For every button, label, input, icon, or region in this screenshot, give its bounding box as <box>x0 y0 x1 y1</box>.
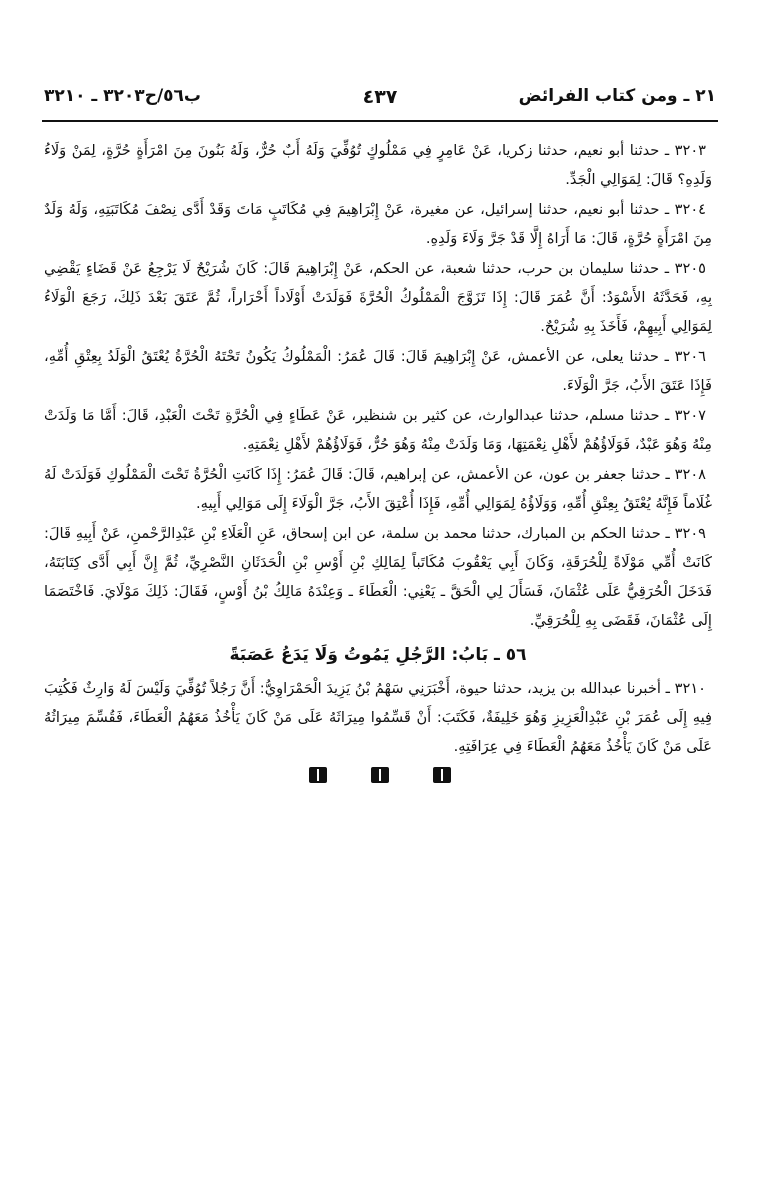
book-ornament-icon <box>309 767 327 783</box>
book-ornament-icon <box>371 767 389 783</box>
section-range: ب٥٦/ح٣٢٠٣ ـ ٣٢١٠ <box>44 86 202 106</box>
running-title: ٢١ ـ ومن كتاب الفرائض <box>518 86 716 106</box>
chapter-title: ٥٦ ـ بَابُ: الرَّجُلِ يَمُوتُ وَلَا يَدَعُ عَصَبَةً <box>229 645 527 665</box>
hadith-3205: ٣٢٠٥ ـ حدثنا سليمان بن حرب، حدثنا شعبة، عن الحكم، عَنْ إِبْرَاهِيمَ قَالَ: كَانَ شُرَيْحٌ لَا يَرْجِعُ عَنْ قَضَاءٍ يَقْضِي بِهِ، فَحَدَّثَهُ الأَسْوَدُ: أَنَّ عُمَرَ قَالَ: إِذَا تَزَوَّجَ الْمَمْلُوكُ الْحُرَّةَ فَوَلَدَتْ أَوْلَاداً أَحْرَاراً، ثُمَّ عَتَقَ بَعْدَ ذَلِكَ، رَجَعَ الْوَلَاءُ لِمَوَالِي أَبِيهِمْ، فَأَخَذَ بِهِ شُرَيْحٌ. <box>44 260 712 335</box>
page-body <box>44 136 712 761</box>
page-number: ٤٣٧ <box>362 86 398 108</box>
hadith-3210: ٣٢١٠ ـ أخبرنا عبدالله بن يزيد، حدثنا حيوة، أَخْبَرَنِي سَهْمُ بْنُ يَزِيدَ الْحَمْرَاوِيُّ: أَنَّ رَجُلاً تُوُفِّيَ وَلَيْسَ لَهُ وَارِثٌ فَكُتِبَ فِيهِ إِلَى عُمَرَ بْنِ عَبْدِالْعَزِيزِ وَهُوَ خَلِيفَةٌ، فَكَتَبَ: أَنْ قَسِّمُوا مِيرَاثَهُ عَلَى مَنْ كَانَ يَأْخُذُ مَعَهُمُ الْعَطَاءَ، فَقُسِّمَ مِيرَاثُهُ عَلَى مَنْ كَانَ يَأْخُذُ مَعَهُمُ الْعَطَاءَ فِي عِرَافَتِهِ. <box>44 680 712 755</box>
hadith-3204: ٣٢٠٤ ـ حدثنا أبو نعيم، حدثنا إسرائيل، عن مغيرة، عَنْ إِبْرَاهِيمَ فِي مُكَاتَبٍ مَاتَ وَقَدْ أَدَّى نِصْفَ مُكَاتَبَتِهِ، وَلَهُ وَلَدٌ مِنَ امْرَأَةٍ حُرَّةٍ، قَالَ: مَا أَرَاهُ إِلَّا قَدْ جَرَّ وَلَاءَ وَلَدِهِ. <box>44 201 712 247</box>
page-header <box>44 86 716 116</box>
header-rule <box>42 120 718 122</box>
book-ornament-icon <box>433 767 451 783</box>
hadith-3203: ٣٢٠٣ ـ حدثنا أبو نعيم، حدثنا زكريا، عَنْ عَامِرٍ فِي مَمْلُوكٍ تُوُفِّيَ وَلَهُ أَبٌ حُرٌّ، وَلَهُ بَنُونَ مِنَ امْرَأَةٍ حُرَّةٍ، لِمَنْ وَلَاءُ وَلَدِهِ؟ قَالَ: لِمَوَالِي الْجَدِّ. <box>44 142 712 188</box>
hadith-3208: ٣٢٠٨ ـ حدثنا جعفر بن عون، عن الأعمش، عن إبراهيم، قَالَ: قَالَ عُمَرُ: إِذَا كَانَتِ الْحُرَّةُ تَحْتَ الْمَمْلُوكِ فَوَلَدَتْ لَهُ غُلَاماً فَإِنَّهُ يُعْتَقُ بِعِتْقِ أُمِّهِ، وَوَلَاؤُهُ لِمَوَالِي أُمِّهِ، فَإِذَا أُعْتِقَ الأَبُ، جَرَّ الْوَلَاءَ إِلَى مَوَالِي أَبِيهِ. <box>44 466 712 512</box>
hadith-3206: ٣٢٠٦ ـ حدثنا يعلى، عن الأعمش، عَنْ إِبْرَاهِيمَ قَالَ: قَالَ عُمَرُ: الْمَمْلُوكُ يَكُونُ تَحْتَهُ الْحُرَّةُ يُعْتَقُ الْوَلَدُ بِعِتْقِ أُمِّهِ، فَإِذَا عَتَقَ الأَبُ، جَرَّ الْوَلَاءَ. <box>44 348 712 394</box>
end-ornament <box>0 767 760 788</box>
hadith-3207: ٣٢٠٧ ـ حدثنا مسلم، حدثنا عبدالوارث، عن كثير بن شنظير، عَنْ عَطَاءٍ فِي الْحُرَّةِ تَحْتَ الْعَبْدِ، قَالَ: أَمَّا مَا وَلَدَتْ مِنْهُ وَهُوَ عَبْدٌ، فَوَلَاؤُهُمْ لأَهْلِ نِعْمَتِهَا، وَمَا وَلَدَتْ مِنْهُ وَهُوَ حُرٌّ، فَوَلَاؤُهُمْ لأَهْلِ نِعْمَتِهِ. <box>44 407 712 453</box>
hadith-3209: ٣٢٠٩ ـ حدثنا الحكم بن المبارك، حدثنا محمد بن سلمة، عن ابن إسحاق، عَنِ الْعَلَاءِ بْنِ عَبْدِالرَّحْمنِ، عَنْ أَبِيهِ قَالَ: كَانَتْ أُمِّي مَوْلَاةً لِلْحُرَقَةِ، وَكَانَ أَبِي يَعْقُوبَ مُكَاتَباً لِمَالِكِ بْنِ أَوْسِ بْنِ الْحَدَثَانِ النَّصْرِيِّ، ثُمَّ إِنَّ أَبِي أَدَّى كِتَابَتَهُ، فَدَخَلَ الْحُرَقِيُّ عَلَى عُثْمَانَ، فَسَأَلَ لِي الْحَقَّ ـ يَعْنِي: الْعَطَاءَ ـ وَعِنْدَهُ مَالِكُ بْنُ أَوْسٍ، فَقَالَ: ذَلِكَ مَوْلَايَ. فَاخْتَصَمَا إِلَى عُثْمَانَ، فَقَضَى بِهِ لِلْحُرَقِيِّ. <box>44 525 712 629</box>
